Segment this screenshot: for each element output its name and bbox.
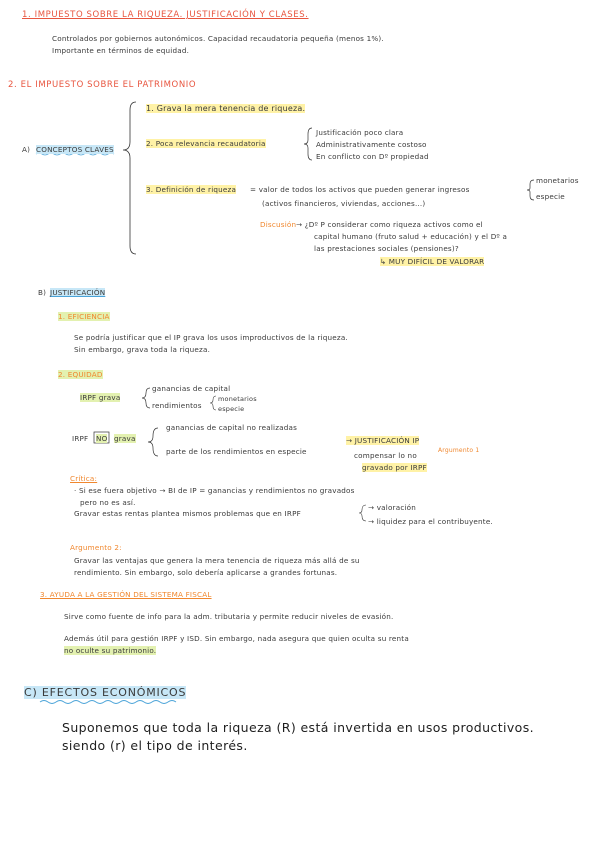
section-1-title: 1. IMPUESTO SOBRE LA RIQUEZA. JUSTIFICACIÓN Y CLASES. [22,10,309,20]
argument-2-line-2: rendimiento. Sin embargo, solo debería aplicarse a grandes fortunas. [74,568,338,577]
irpf2-label: IRPF [72,434,89,443]
irpf2-brace [148,428,158,456]
p2-item-1: Justificación poco clara [316,128,404,137]
p3-brace [527,180,534,200]
point-2: 2. Poca relevancia recaudatoria [146,139,266,148]
discussion-conclusion: ↳ MUY DIFÍCIL DE VALORAR [380,257,485,266]
irpf1-item-2: rendimientos [152,401,202,410]
critica-line-2: pero no es así. [80,498,136,507]
b3-line-3: no oculte su patrimonio. [64,646,157,655]
point-1: 1. Grava la mera tenencia de riqueza. [146,104,306,113]
compensar-line-2: gravado por IRPF [362,463,427,472]
critica-line-3: Gravar estas rentas plantea mismos problemas que en IRPF [74,509,301,518]
a-label: A) [22,145,31,154]
s1-line-2: Importante en términos de equidad. [52,46,190,55]
a-title: CONCEPTOS CLAVES [36,145,114,154]
critica-line-1: · Si ese fuera objetivo → BI de IP = ganancias y rendimientos no gravados [74,486,355,495]
squiggle-c [40,701,176,704]
b-title: JUSTIFICACIÓN [50,288,106,297]
discussion-text-3: las prestaciones sociales (pensiones)? [314,244,459,253]
argument-2-line-1: Gravar las ventajas que genera la mera tenencia de riqueza más allá de su [74,556,360,565]
point-3: 3. Definición de riqueza [146,185,237,194]
b-label: B) [38,288,47,297]
p3-type-2: especie [536,192,565,201]
c-line-2: siendo (r) el tipo de interés. [62,738,248,753]
discussion-text-2: capital humano (fruto salud + educación) y el Dº a [314,232,508,241]
irpf1-sub-1: monetarios [218,395,257,403]
irpf2-item-1: ganancias de capital no realizadas [166,423,298,432]
discussion-text-1: → ¿Dº P considerar como riqueza activos como el [296,220,483,229]
irpf1-item-1: ganancias de capital [152,384,231,393]
irpf1-sub-2: especie [218,405,245,413]
b3-line-2: Además útil para gestión IRPF y ISD. Sin embargo, nada asegura que quien oculta su renta [64,634,409,643]
argument-2-title: Argumento 2: [70,543,122,552]
compensar-line-1: compensar lo no [354,451,417,460]
p2-item-2: Administrativamente costoso [316,140,427,149]
b1-line-2: Sin embargo, grava toda la riqueza. [74,345,211,354]
p2-brace [304,128,312,160]
irpf2-grava: grava [114,434,136,443]
argument-1-label: Argumento 1 [438,447,480,454]
b3-title: 3. AYUDA A LA GESTIÓN DEL SISTEMA FISCAL [40,590,212,599]
p3-definition: = valor de todos los activos que pueden generar ingresos [250,185,470,194]
irpf2-no: NO [96,434,108,443]
c-line-1: Suponemos que toda la riqueza (R) está invertida en usos productivos. [62,720,535,735]
crit-brace [359,505,366,521]
critica-title: Crítica: [70,474,98,483]
b1-line-1: Se podría justificar que el IP grava los usos improductivos de la riqueza. [74,333,348,342]
b3-line-1: Sirve como fuente de info para la adm. tributaria y permite reducir niveles de evasión. [64,612,394,621]
b1-title: 1. EFICIENCIA [58,312,110,321]
big-brace [123,102,136,254]
irpf1-sub-brace [210,396,216,410]
discussion-label: Discusión [260,220,297,229]
s1-line-1: Controlados por gobiernos autonómicos. Capacidad recaudatoria pequeña (menos 1%). [52,34,384,43]
irpf1-brace [142,388,150,408]
critica-item-1: → valoración [368,503,417,512]
c-title: C) EFECTOS ECONÓMICOS [24,686,187,699]
irpf1-label: IRPF grava [80,393,121,402]
justificacion-ip: → JUSTIFICACIÓN IP [346,436,420,445]
b2-title: 2. EQUIDAD [58,370,103,379]
p3-type-1: monetarios [536,176,579,185]
p2-item-3: En conflicto con Dº propiedad [316,152,429,161]
critica-item-2: → liquidez para el contribuyente. [368,517,493,526]
p3-sub: (activos financieros, viviendas, acciones...) [262,199,426,208]
irpf2-item-2: parte de los rendimientos en especie [166,447,307,456]
section-2-title: 2. EL IMPUESTO SOBRE EL PATRIMONIO [8,80,197,90]
